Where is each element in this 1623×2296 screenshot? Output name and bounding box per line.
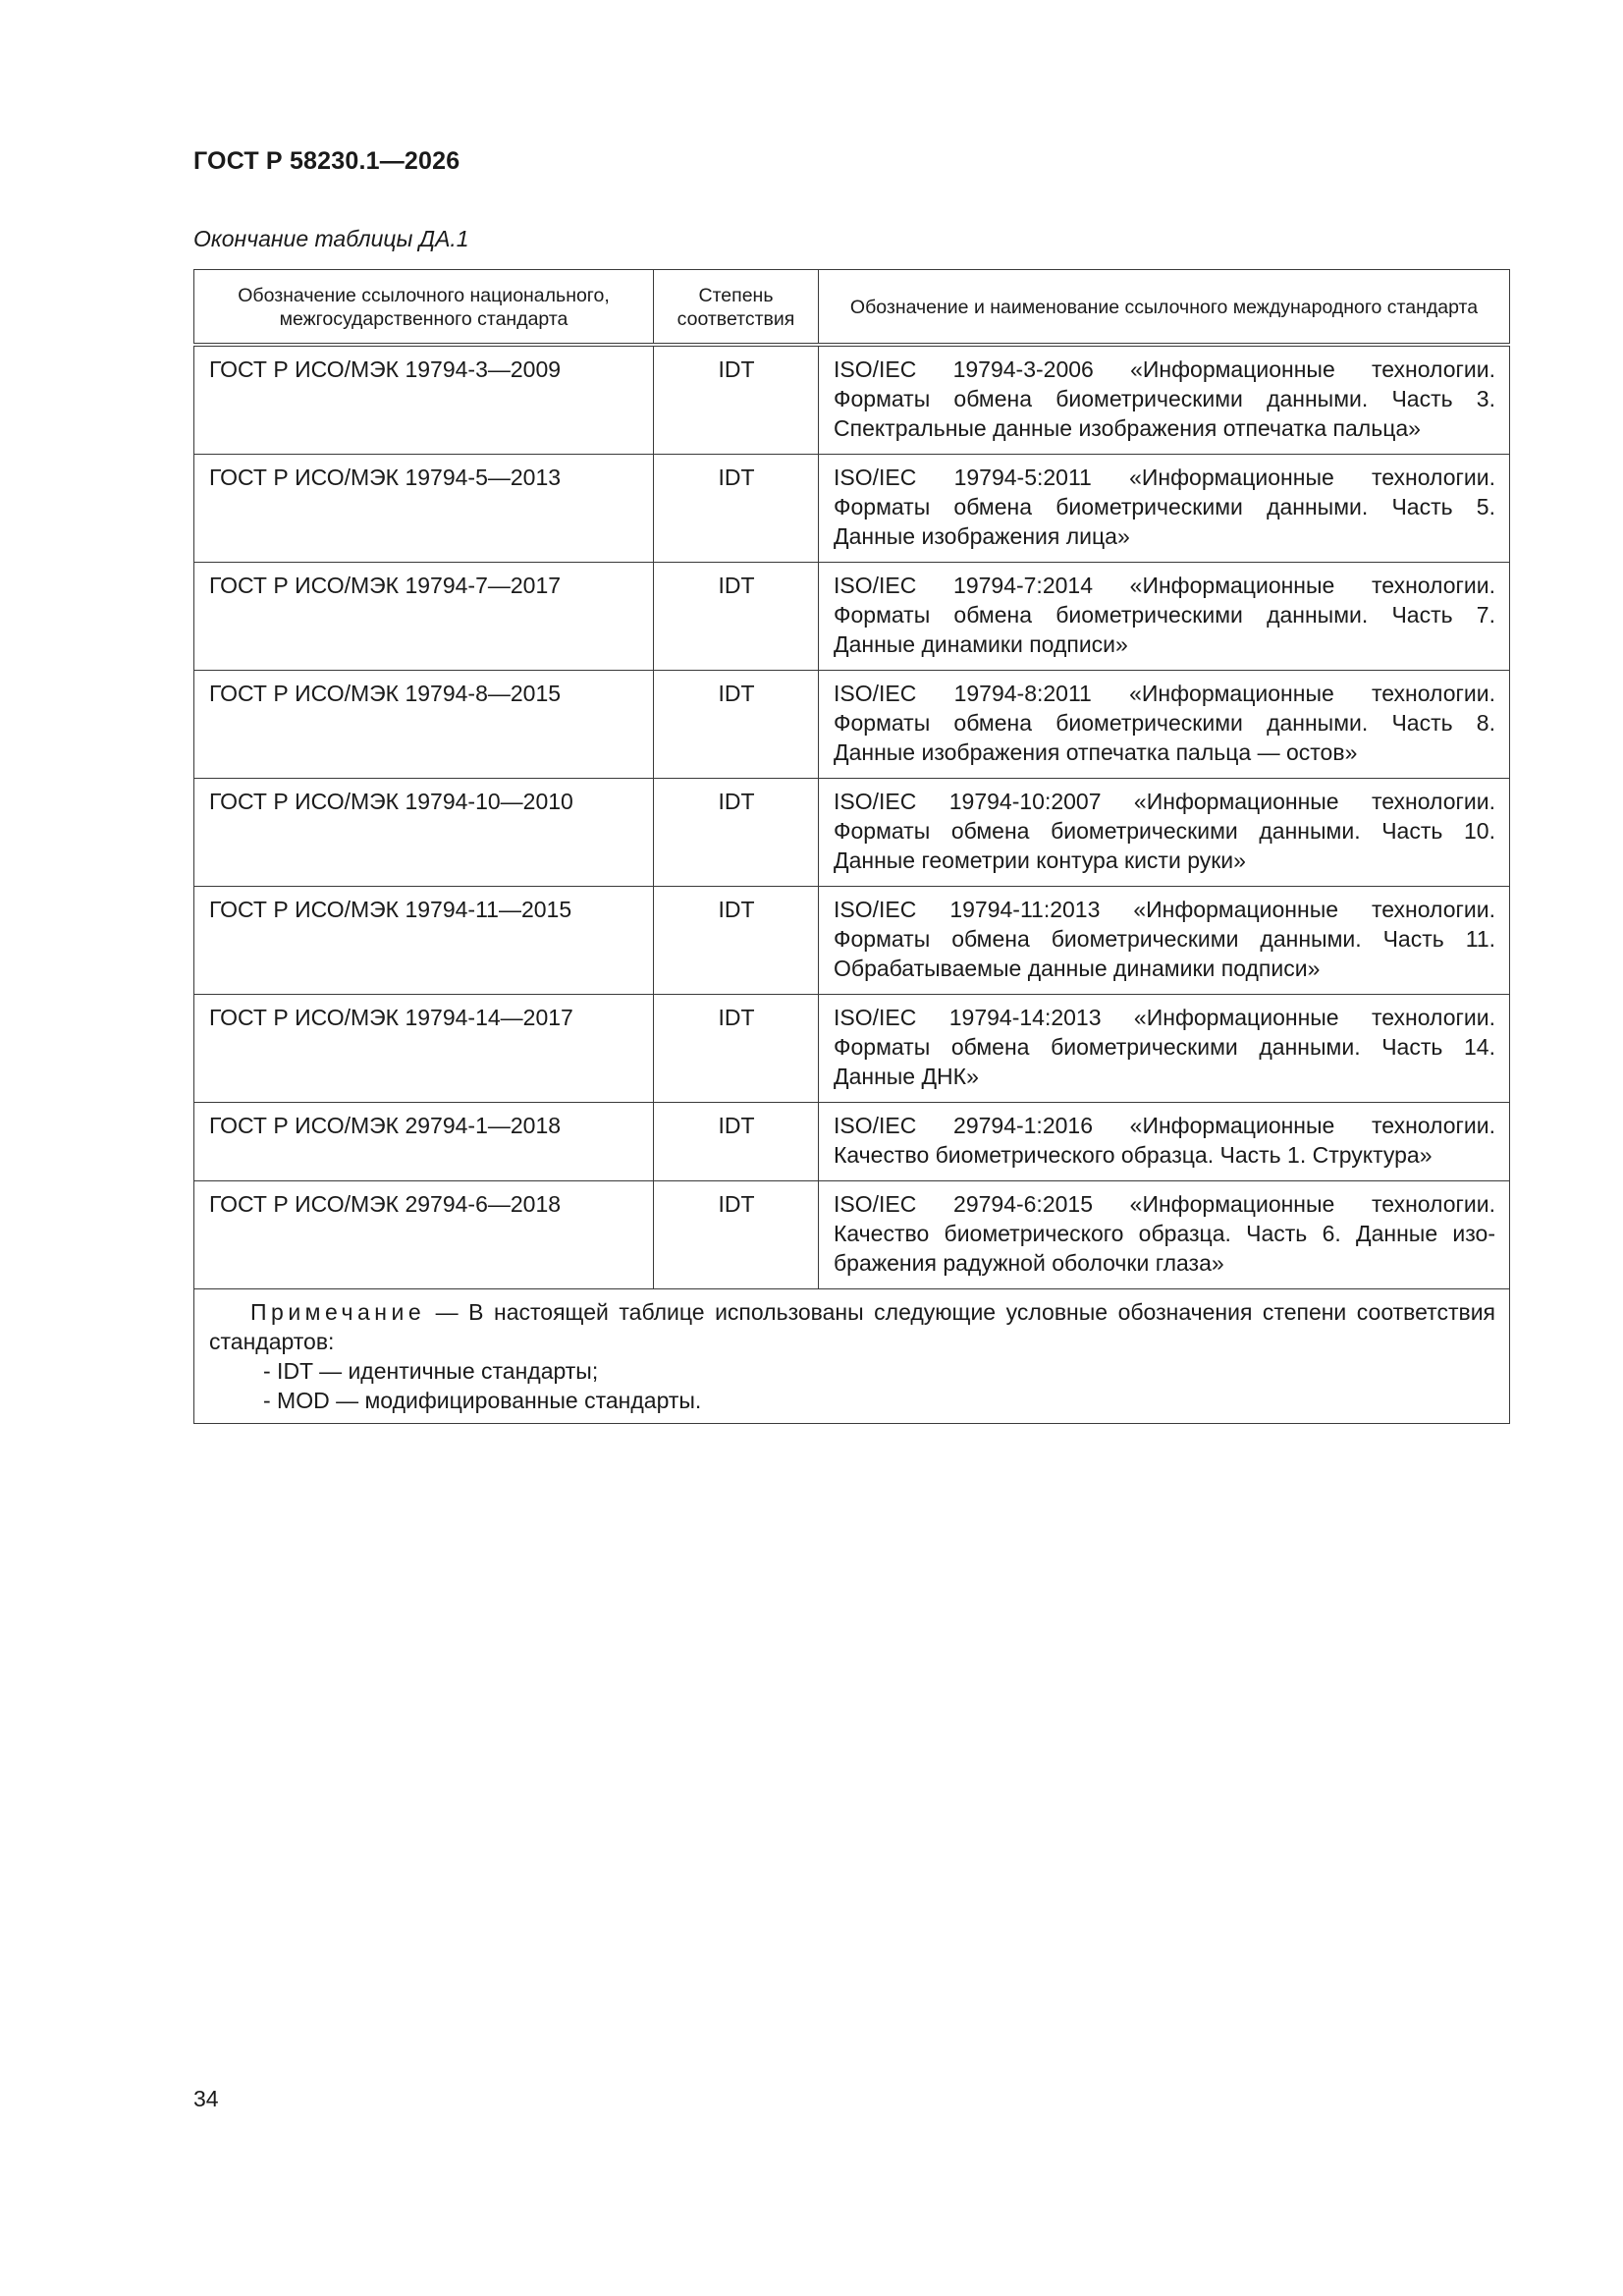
table-row: [194, 455, 1510, 563]
table-row: [194, 779, 1510, 887]
reference-standards-table: [193, 269, 1510, 1424]
note-legend-list: [209, 1356, 1495, 1415]
degree-cell: IDT: [654, 887, 819, 995]
column-header-international: Обозначение и наименование ссылочного международного стандарта: [819, 270, 1510, 346]
international-standard-cell: ISO/IEC 19794-5:2011 «Информационные технологии. Форматы обмена биометрическими данными. Часть 5. Данные изображения лица»: [819, 455, 1510, 563]
international-standard-cell: ISO/IEC 19794-3-2006 «Информационные технологии. Форматы обмена биометрическими данными. Часть 3. Спектральные данные изображения отпечатка пальца»: [819, 345, 1510, 455]
note-legend-item: - IDT — идентичные стандарты;: [263, 1358, 599, 1384]
degree-cell: IDT: [654, 563, 819, 671]
degree-cell: IDT: [654, 779, 819, 887]
national-standard-cell: ГОСТ Р ИСО/МЭК 19794-7—2017: [194, 563, 654, 671]
international-standard-cell: ISO/IEC 19794-8:2011 «Информационные технологии. Форматы обмена биометрическими данными. Часть 8. Данные изображения отпечатка пальца — остов»: [819, 671, 1510, 779]
international-standard-cell: ISO/IEC 19794-14:2013 «Информационные технологии. Форматы обмена биометрическими данными. Часть 14. Данные ДНК»: [819, 995, 1510, 1103]
table-note-row: [194, 1289, 1510, 1424]
column-header-national: Обозначение ссылочного национального, межгосударственного стандарта: [194, 270, 654, 346]
national-standard-cell: ГОСТ Р ИСО/МЭК 19794-10—2010: [194, 779, 654, 887]
column-header-degree: Степень соответствия: [654, 270, 819, 346]
national-standard-cell: ГОСТ Р ИСО/МЭК 19794-5—2013: [194, 455, 654, 563]
international-standard-cell: ISO/IEC 29794-1:2016 «Информационные технологии. Качество биометрического образца. Часть 1. Структура»: [819, 1103, 1510, 1181]
note-label: Примечание: [250, 1299, 426, 1325]
table-row: [194, 995, 1510, 1103]
international-standard-cell: ISO/IEC 19794-10:2007 «Информационные технологии. Форматы обмена биометрическими данными. Часть 10. Данные геометрии контура кисти руки»: [819, 779, 1510, 887]
table-caption: Окончание таблицы ДА.1: [193, 226, 469, 251]
international-standard-cell: ISO/IEC 19794-11:2013 «Информационные технологии. Форматы обмена биометрическими данными. Часть 11. Обрабатываемые данные динамики подписи»: [819, 887, 1510, 995]
international-standard-cell: ISO/IEC 29794-6:2015 «Информационные технологии. Качество биометрического образца. Часть 6. Данные изображения радужной оболочки глаза»: [819, 1181, 1510, 1289]
national-standard-cell: ГОСТ Р ИСО/МЭК 19794-14—2017: [194, 995, 654, 1103]
table-row: [194, 1181, 1510, 1289]
national-standard-cell: ГОСТ Р ИСО/МЭК 29794-1—2018: [194, 1103, 654, 1181]
note-text: — В настоящей таблице использованы следующие условные обозначения степени соответствия стандартов:: [209, 1299, 1495, 1354]
table-header-row: [194, 270, 1510, 346]
table-row: [194, 887, 1510, 995]
degree-cell: IDT: [654, 671, 819, 779]
note-paragraph: [209, 1297, 1495, 1356]
degree-cell: IDT: [654, 1103, 819, 1181]
table-row: [194, 345, 1510, 455]
page-number: 34: [193, 2086, 219, 2111]
degree-cell: IDT: [654, 345, 819, 455]
table-row: [194, 671, 1510, 779]
national-standard-cell: ГОСТ Р ИСО/МЭК 19794-8—2015: [194, 671, 654, 779]
document-id-header: ГОСТ Р 58230.1—2026: [193, 147, 460, 175]
table-note: [194, 1289, 1510, 1424]
international-standard-cell: ISO/IEC 19794-7:2014 «Информационные технологии. Форматы обмена биометрическими данными. Часть 7. Данные динамики подписи»: [819, 563, 1510, 671]
table-row: [194, 1103, 1510, 1181]
table-row: [194, 563, 1510, 671]
degree-cell: IDT: [654, 1181, 819, 1289]
degree-cell: IDT: [654, 995, 819, 1103]
national-standard-cell: ГОСТ Р ИСО/МЭК 19794-3—2009: [194, 345, 654, 455]
note-legend-item: - MOD — модифицированные стандарты.: [263, 1388, 702, 1413]
national-standard-cell: ГОСТ Р ИСО/МЭК 19794-11—2015: [194, 887, 654, 995]
degree-cell: IDT: [654, 455, 819, 563]
national-standard-cell: ГОСТ Р ИСО/МЭК 29794-6—2018: [194, 1181, 654, 1289]
